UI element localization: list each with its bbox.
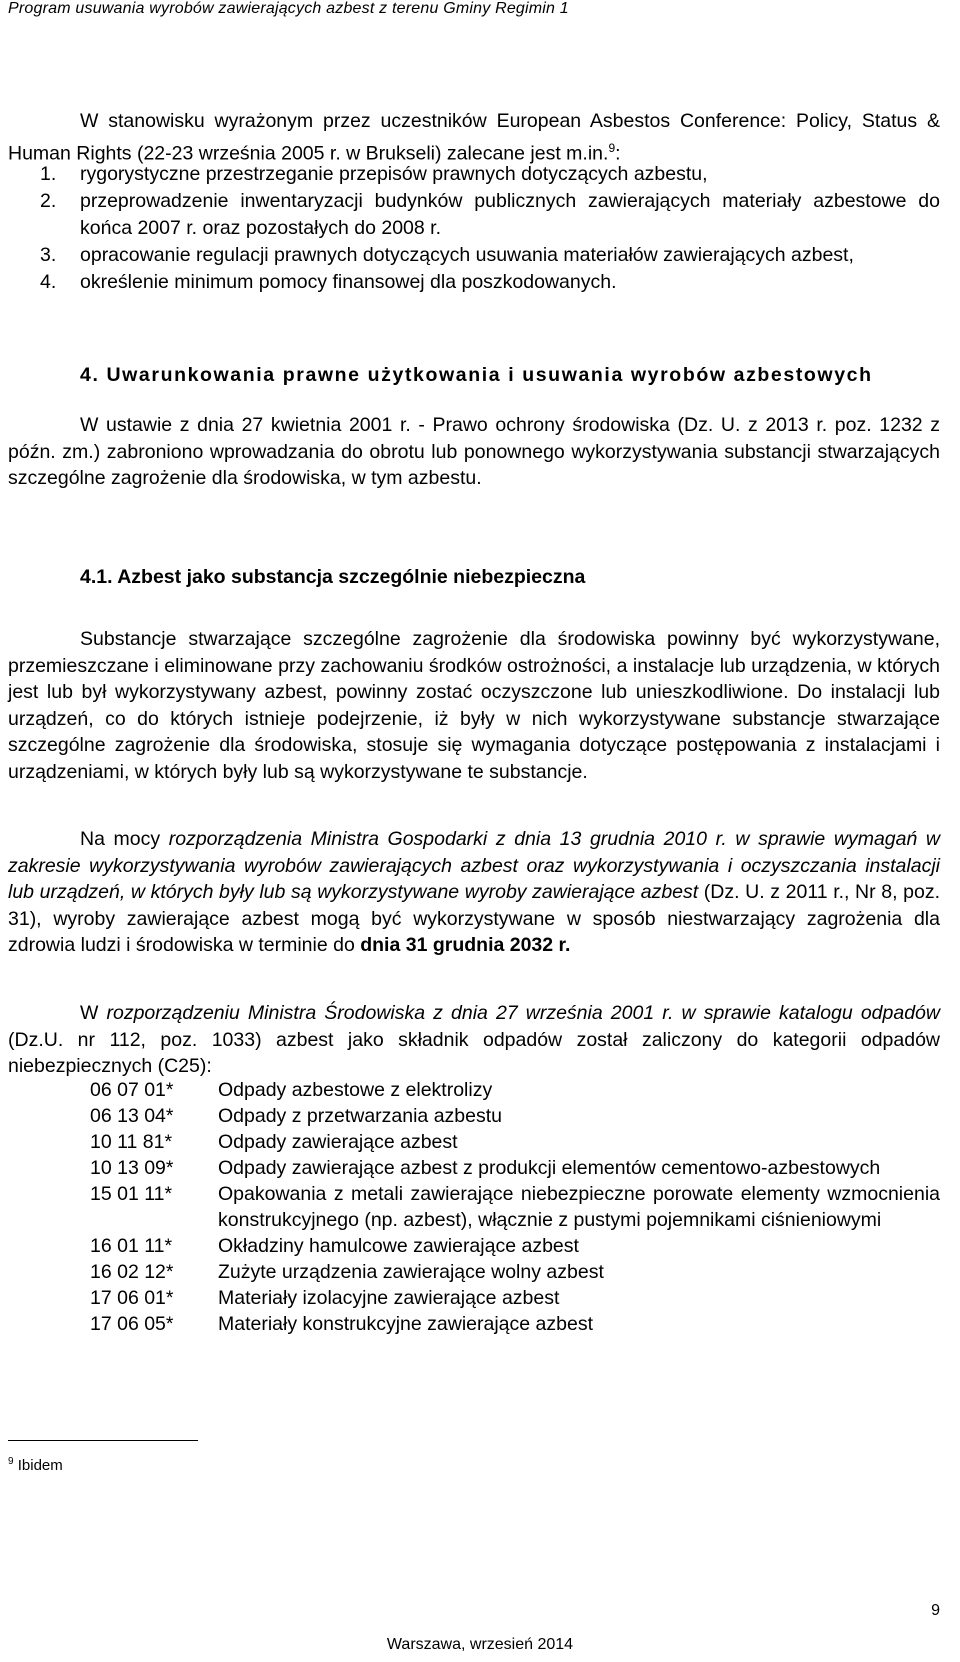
running-header: Program usuwania wyrobów zawierających azbest z terenu Gminy Regimin 1 (8, 0, 569, 17)
recommendations-list (40, 161, 940, 296)
intro-line-2: Status & Human Rights (22-23 września 2005 r. w Brukseli) zalecane jest m.in. (8, 110, 940, 164)
waste-code-row: 15 01 11* Opakowania z metali zawierające niebezpieczne porowate elementy wzmocnienia konstrukcyjnego (np. azbest), włącznie z pustymi pojemnikami ciśnieniowymi (90, 1183, 940, 1231)
section-4-1-paragraph-2: Na mocy rozporządzenia Ministra Gospodarki z dnia 13 grudnia 2010 r. w sprawie wymagań w zakresie wykorzystywania wyrobów zawierających azbest oraz wykorzystywania i oczyszczania instalacji lub urządzeń, w których były lub są wykorzystywane wyroby zawierające azbest (Dz. U. z 2011 r., Nr 8, poz. 31), wyroby zawierające azbest mogą być wykorzystywane w sposób niestwarzający zagrożenia dla zdrowia ludzi i środowiska w terminie do dnia 31 grudnia 2032 r. (8, 828, 941, 956)
waste-code-row: 06 13 04* Odpady z przetwarzania azbestu (90, 1105, 502, 1127)
waste-code-row: 16 01 11* Okładziny hamulcowe zawierające azbest (90, 1235, 579, 1257)
section-4-1-paragraph-3: W rozporządzeniu Ministra Środowiska z dnia 27 września 2001 r. w sprawie katalogu odpadów (Dz.U. nr 112, poz. 1033) azbest jako składnik odpadów został zaliczony do kategorii odpadów niebezpiecznych (C25): (8, 1002, 940, 1077)
waste-code-row: 10 13 09* Odpady zawierające azbest z produkcji elementów cementowo-azbestowych (90, 1157, 881, 1179)
footnote-divider (8, 1440, 198, 1441)
section-4-1-paragraph-1: Substancje stwarzające szczególne zagrożenie dla środowiska powinny być wykorzystywane, przemieszczane i eliminowane przy zachowaniu środków ostrożności, a instalacje lub urządzenia, w których jest lub był wykorzystywany azbest, powinny zostać oczyszczone lub unieszkodliwione. Do instalacji lub urządzeń, co do których istnieje podejrzenie, iż były w nich wykorzystywane substancje stwarzające szczególne zagrożenie dla środowiska, stosuje się wymagania dotyczące postępowania z instalacjami i urządzeniami, w których były lub są wykorzystywane te substancje. (8, 628, 940, 783)
list-item: 2. przeprowadzenie inwentaryzacji budynków publicznych zawierających materiały azbestowe do końca 2007 r. oraz pozostałych do 2008 r. (40, 190, 940, 239)
page-number: 9 (931, 1602, 940, 1619)
intro-colon: : (615, 142, 621, 164)
list-item: 1. rygorystyczne przestrzeganie przepisów prawnych dotyczących azbestu, (40, 163, 708, 185)
waste-code-row: 06 07 01* Odpady azbestowe z elektrolizy (90, 1079, 493, 1101)
footnote: $^9$ Ibidem (8, 1456, 63, 1474)
waste-code-row: 17 06 05* Materiały konstrukcyjne zawierające azbest (90, 1313, 593, 1335)
list-item: 4. określenie minimum pomocy finansowej dla poszkodowanych. (40, 271, 617, 293)
list-item: 3. opracowanie regulacji prawnych dotyczących usuwania materiałów zawierających azbest, (40, 244, 854, 266)
intro-paragraph (8, 108, 940, 167)
waste-codes-list (90, 1077, 940, 1337)
page-footer: Warszawa, wrzesień 2014 (386, 1636, 574, 1653)
waste-code-row: 16 02 12* Zużyte urządzenia zawierające wolny azbest (90, 1261, 604, 1283)
section-4-1-heading: 4.1. Azbest jako substancja szczególnie niebezpieczna (80, 566, 586, 588)
footnote-ref: 9 (608, 140, 616, 155)
section-4-paragraph: W ustawie z dnia 27 kwietnia 2001 r. - Prawo ochrony środowiska (Dz. U. z 2013 r. poz. 1232 z późn. zm.) zabroniono wprowadzania do obrotu lub ponownego wykorzystywania substancji stwarzających szczególne zagrożenie dla środowiska, w tym azbestu. (8, 414, 940, 489)
waste-code-row: 10 11 81* Odpady zawierające azbest (90, 1131, 458, 1153)
intro-line-1: W stanowisku wyrażonym przez uczestników European Asbestos Conference: Policy, (80, 110, 853, 132)
section-4-heading: 4. Uwarunkowania prawne użytkowania i usuwania wyrobów azbestowych (80, 364, 873, 386)
waste-code-row: 17 06 01* Materiały izolacyjne zawierające azbest (90, 1287, 560, 1309)
